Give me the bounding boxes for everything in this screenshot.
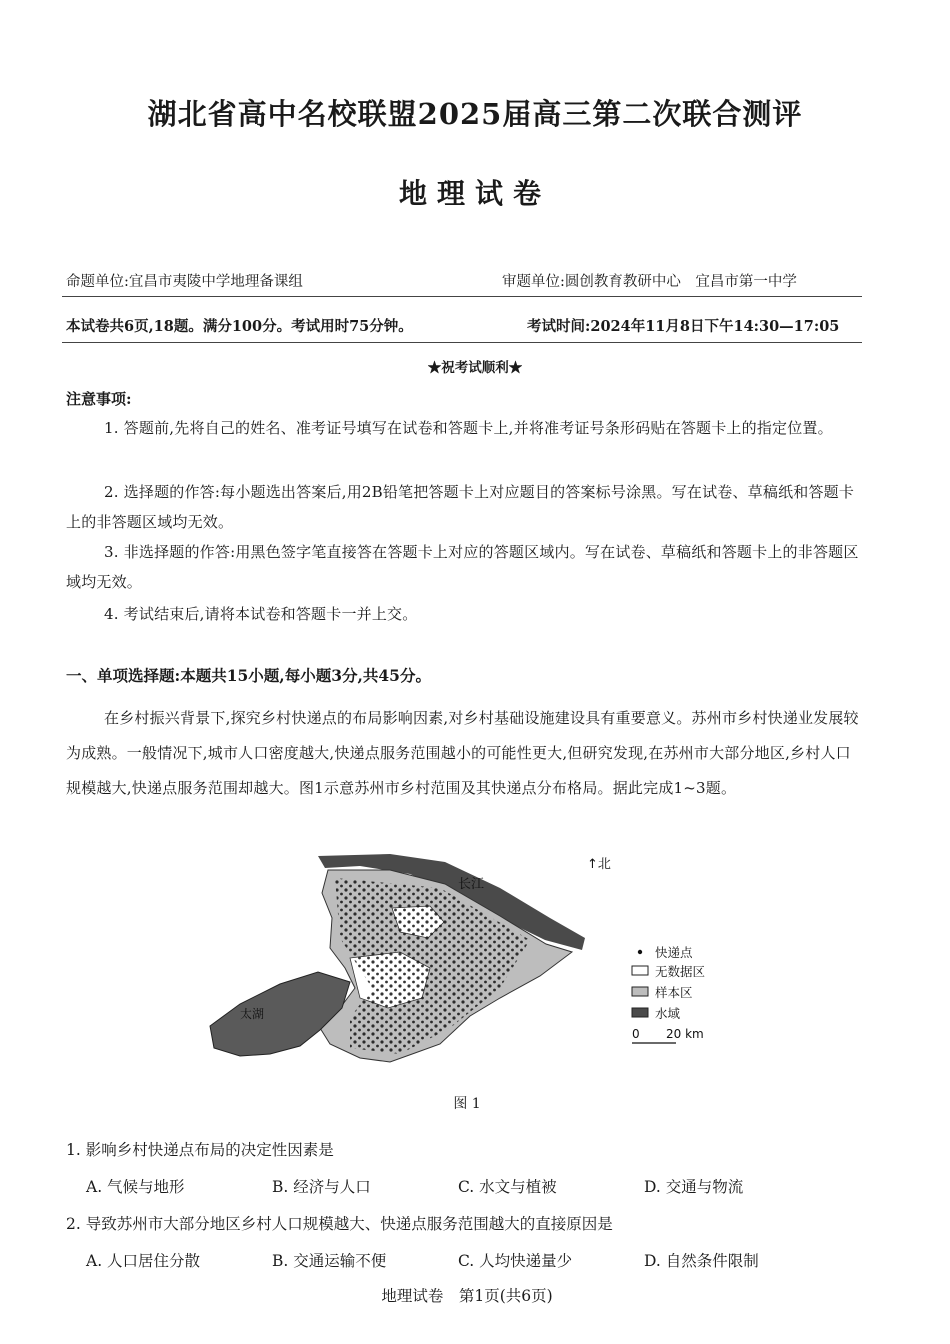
- page-footer: 地理试卷 第1页(共6页): [381, 1287, 553, 1305]
- scale-zero: 0: [632, 1027, 640, 1041]
- divider-top: [62, 296, 862, 297]
- legend-point-icon: [638, 950, 642, 954]
- legend-water-icon: [632, 1008, 648, 1017]
- question-2-option-d: D. 自然条件限制: [644, 1252, 759, 1270]
- subject-title: 地理试卷: [398, 177, 551, 210]
- question-1-stem: 1. 影响乡村快递点布局的决定性因素是: [66, 1141, 334, 1159]
- question-2-stem: 2. 导致苏州市大部分地区乡村人口规模越大、快递点服务范围越大的直接原因是: [66, 1215, 613, 1233]
- setter-unit: 命题单位:宜昌市夷陵中学地理备课组: [66, 274, 303, 290]
- section-heading: 一、单项选择题:本题共15小题,每小题3分,共45分。: [66, 666, 431, 685]
- exam-title: 湖北省高中名校联盟2025届高三第二次联合测评: [147, 97, 803, 131]
- notice-heading: 注意事项:: [66, 390, 132, 408]
- lake-label: 太湖: [240, 1007, 265, 1021]
- scale-label: 20 km: [666, 1027, 704, 1041]
- notice-item-2: 2. 选择题的作答:每小题选出答案后,用2B铅笔把答题卡上对应题目的答案标号涂黑。写在试卷、草稿纸和答题卡上的非答题区域均无效。: [66, 483, 855, 531]
- north-arrow-icon: ↑北: [587, 857, 611, 872]
- legend-point-label: 快递点: [655, 945, 693, 960]
- exam-time: 考试时间:2024年11月8日下午14:30—17:05: [527, 318, 840, 335]
- question-1-option-d: D. 交通与物流: [644, 1178, 744, 1196]
- question-2-option-a: A. 人口居住分散: [86, 1252, 201, 1270]
- taihu-lake: [210, 972, 350, 1056]
- notice-item-3: 3. 非选择题的作答:用黑色签字笔直接答在答题卡上对应的答题区域内。写在试卷、草稿纸和答题卡上的非答题区域均无效。: [66, 543, 859, 591]
- question-stem-passage: 在乡村振兴背景下,探究乡村快递点的布局影响因素,对乡村基础设施建设具有重要意义。苏州市乡村快递业发展较为成熟。一般情况下,城市人口密度越大,快递点服务范围越小的可能性更大,但研究发现,在苏州市大部分地区,乡村人口规模越大,快递点服务范围却越大。图1示意苏州市乡村范围及其快递点分布格局。据此完成1~3题。: [66, 709, 859, 797]
- river-label: 长江: [458, 877, 485, 892]
- question-1-option-b: B. 经济与人口: [272, 1178, 371, 1196]
- figure-caption: 图 1: [453, 1096, 481, 1112]
- legend-water-label: 水域: [655, 1006, 681, 1021]
- question-1-option-c: C. 水文与植被: [458, 1178, 557, 1196]
- legend-sample-label: 样本区: [655, 985, 693, 1000]
- notice-item-4: 4. 考试结束后,请将本试卷和答题卡一并上交。: [104, 605, 418, 623]
- legend-sample-icon: [632, 987, 648, 996]
- question-1-option-a: A. 气候与地形: [86, 1178, 185, 1196]
- legend-nodata-label: 无数据区: [655, 964, 706, 979]
- suzhou-delivery-map: [200, 848, 740, 1088]
- good-luck-banner: ★祝考试顺利★: [427, 360, 523, 376]
- question-2-option-b: B. 交通运输不便: [272, 1252, 387, 1270]
- legend-nodata-icon: [632, 966, 648, 975]
- question-2-option-c: C. 人均快递量少: [458, 1252, 573, 1270]
- notice-item-1: 1. 答题前,先将自己的姓名、准考证号填写在试卷和答题卡上,并将准考证号条形码贴在答题卡上的指定位置。: [104, 419, 833, 437]
- reviewer-unit: 审题单位:圆创教育教研中心 宜昌市第一中学: [502, 274, 797, 290]
- exam-info: 本试卷共6页,18题。满分100分。考试用时75分钟。: [66, 318, 413, 335]
- divider-bottom: [62, 342, 862, 343]
